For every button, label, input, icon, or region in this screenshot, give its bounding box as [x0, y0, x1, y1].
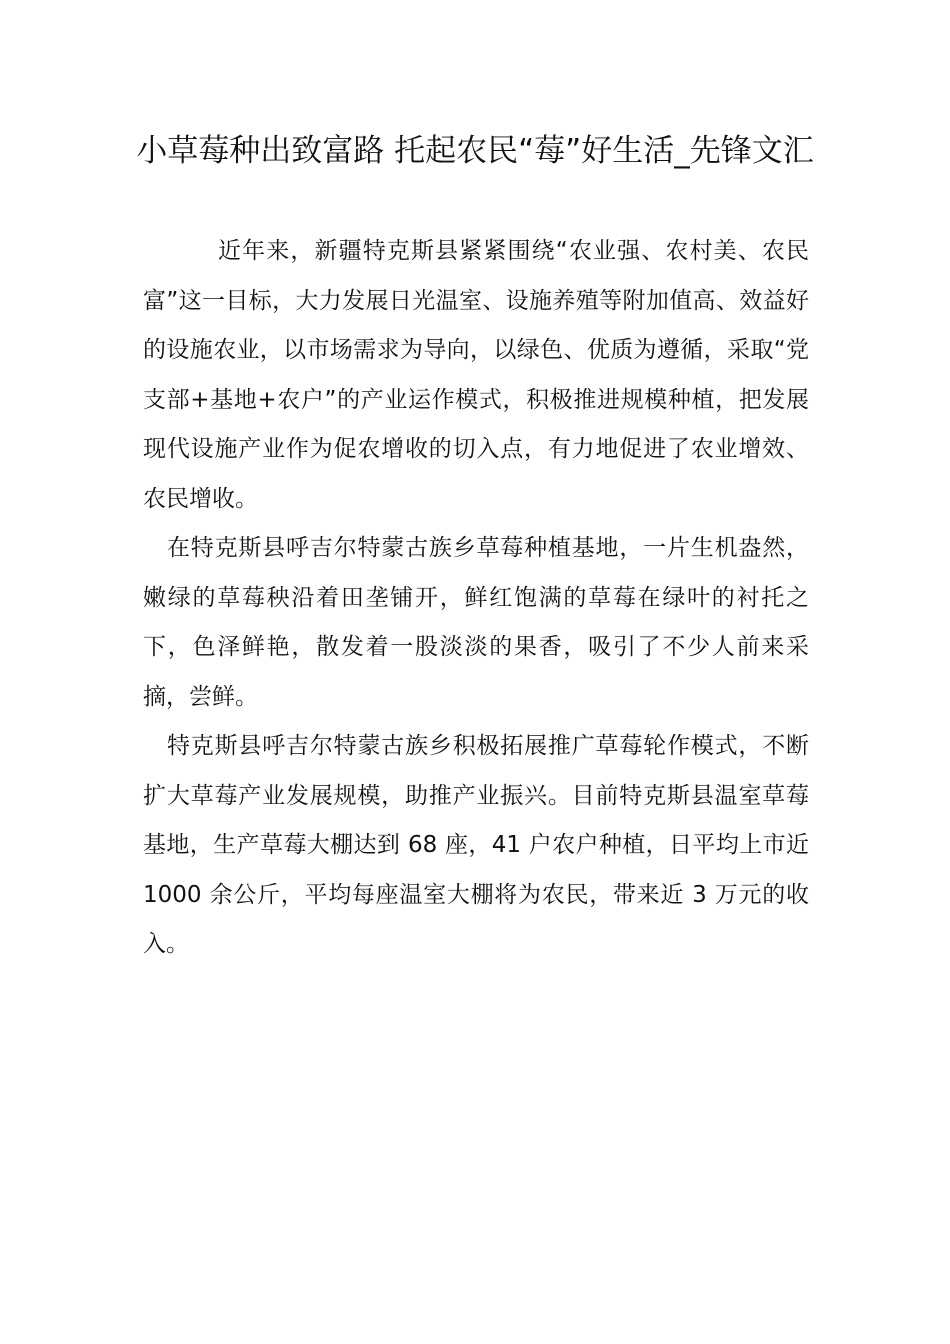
document-title: 小草莓种出致富路 托起农民“莓”好生活_先锋文汇: [136, 133, 814, 169]
paragraph-2: 在特克斯县呼吉尔特蒙古族乡草莓种植基地，一片生机盎然，嫩绿的草莓秧沿着田垄铺开，鲜红饱满的草莓在绿叶的衬托之下，色泽鲜艳，散发着一股淡淡的果香，吸引了不少人前来采摘，尝鲜。: [143, 535, 809, 710]
paragraph-1: 近年来，新疆特克斯县紧紧围绕“农业强、农村美、农民富”这一目标，大力发展日光温室、设施养殖等附加值高、效益好的设施农业，以市场需求为导向，以绿色、优质为遵循，采取“党支部+基地+农户”的产业运作模式，积极推进规模种植，把发展现代设施产业作为促农增收的切入点，有力地促进了农业增效、农民增收。: [143, 238, 809, 512]
paragraph-3: 特克斯县呼吉尔特蒙古族乡积极拓展推广草莓轮作模式，不断扩大草莓产业发展规模，助推产业振兴。目前特克斯县温室草莓基地，生产草莓大棚达到 68 座，41 户农户种植，日平均上市近 1000 余公斤，平均每座温室大棚将为农民，带来近 3 万元的收入。: [143, 733, 809, 957]
document-body: [143, 227, 809, 970]
